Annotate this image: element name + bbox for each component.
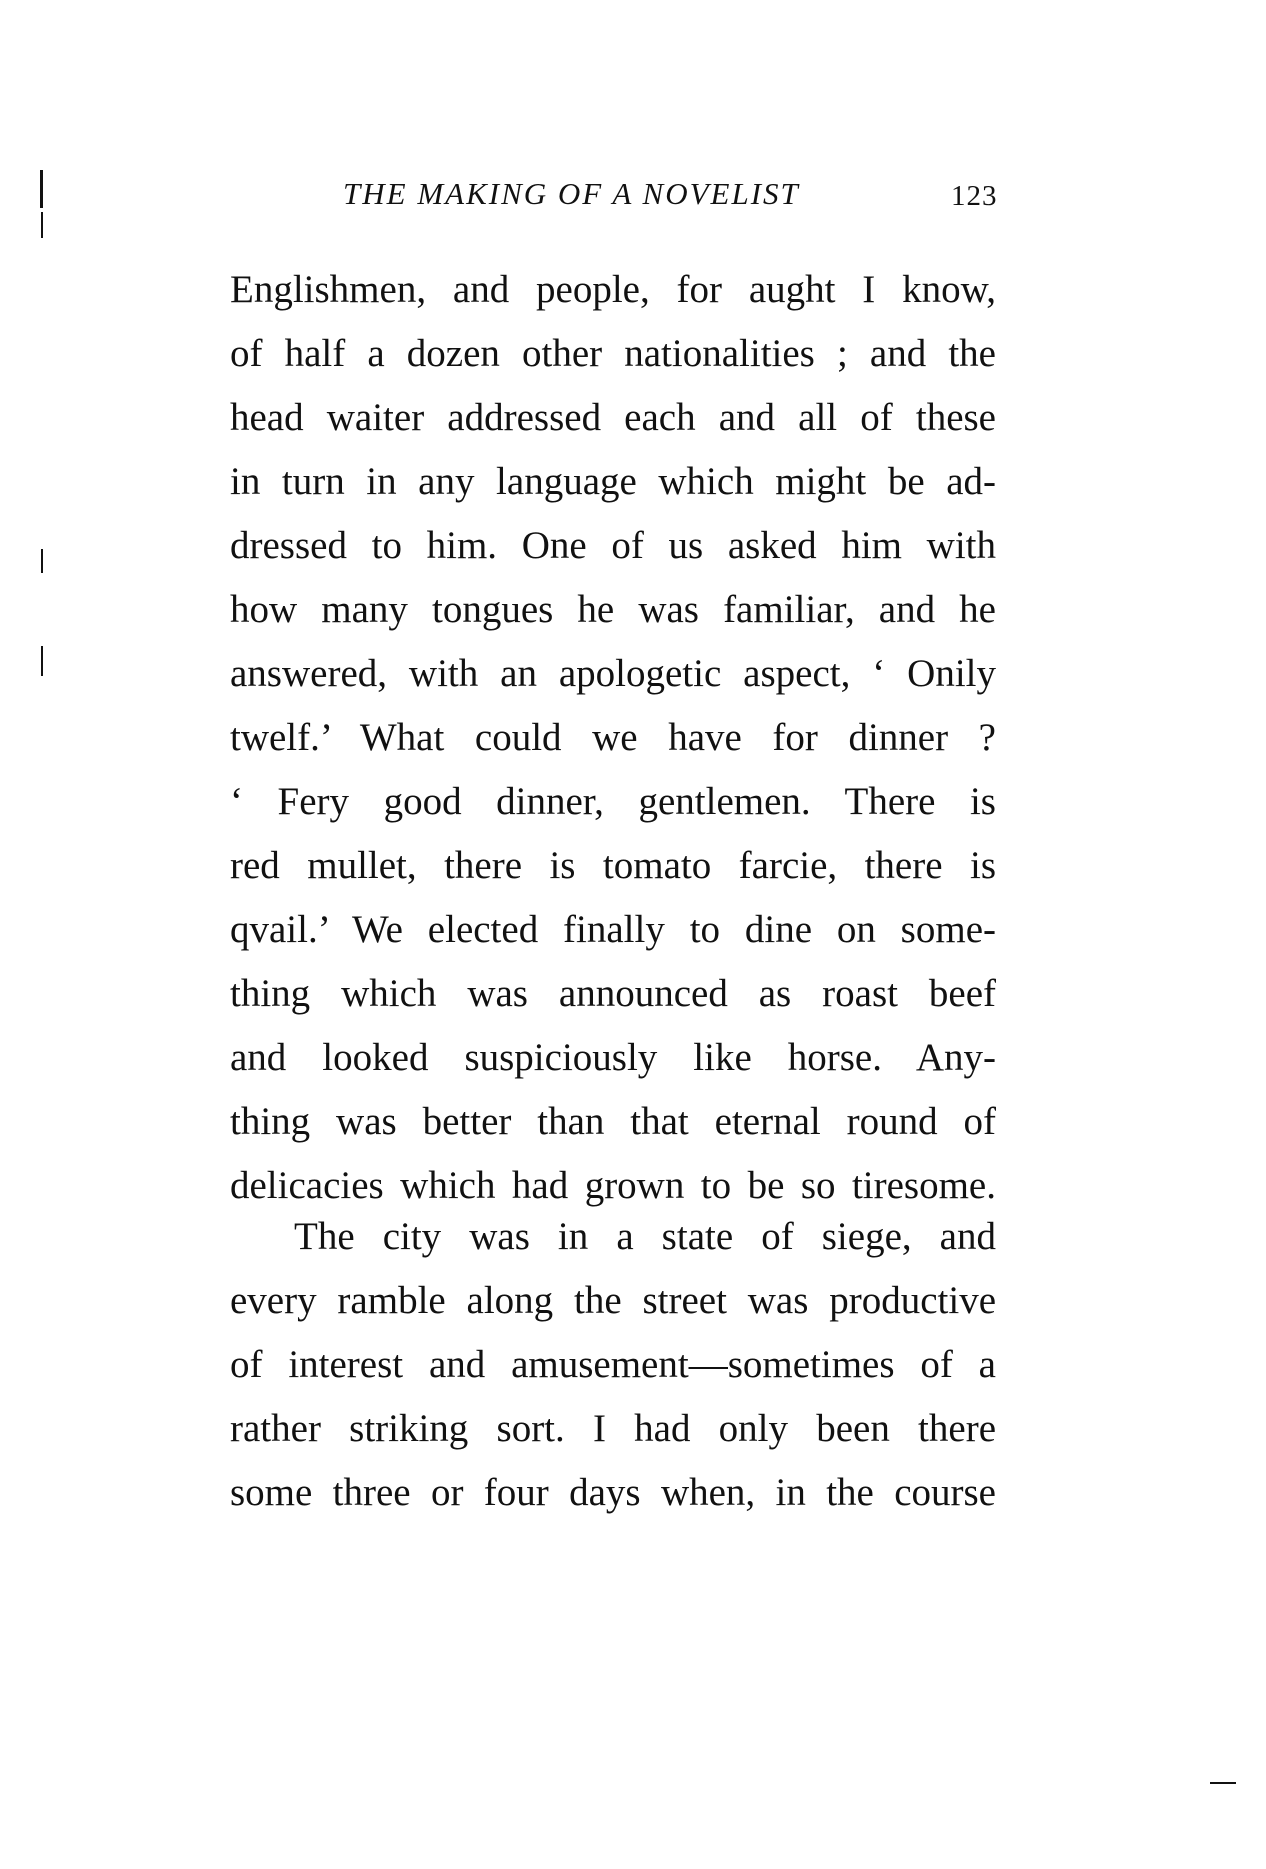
paragraph — [230, 258, 996, 1218]
text-line: answered, with an apologetic aspect, ‘ Onily — [230, 652, 996, 695]
margin-dash — [1210, 1782, 1236, 1784]
margin-mark — [41, 549, 43, 573]
paragraph — [230, 1205, 996, 1525]
running-title: THE MAKING OF A NOVELIST — [343, 176, 800, 211]
text-line: how many tongues he was familiar, and he — [230, 588, 996, 631]
text-line: of half a dozen other nationalities ; and the — [230, 332, 996, 375]
text-line: head waiter addressed each and all of these — [230, 396, 996, 439]
text-line: rather striking sort. I had only been there — [230, 1407, 996, 1450]
text-line: red mullet, there is tomato farcie, there is — [230, 844, 996, 887]
text-line: delicacies which had grown to be so tiresome. — [230, 1164, 996, 1207]
text-line: in turn in any language which might be ad- — [230, 460, 996, 503]
margin-mark — [41, 646, 43, 676]
margin-mark — [41, 212, 43, 238]
text-line: every ramble along the street was productive — [230, 1279, 996, 1322]
text-line: The city was in a state of siege, and — [294, 1215, 996, 1258]
margin-mark — [40, 170, 43, 208]
text-line: and looked suspiciously like horse. Any- — [230, 1036, 996, 1079]
text-line: some three or four days when, in the course — [230, 1471, 996, 1514]
page-number: 123 — [951, 180, 998, 212]
text-line: ‘ Fery good dinner, gentlemen. There is — [230, 780, 996, 823]
text-line: dressed to him. One of us asked him with — [230, 524, 996, 567]
text-line: thing which was announced as roast beef — [230, 972, 996, 1015]
text-line: thing was better than that eternal round of — [230, 1100, 996, 1143]
text-line: twelf.’ What could we have for dinner ? — [230, 716, 996, 759]
text-line: qvail.’ We elected finally to dine on some- — [230, 908, 996, 951]
text-line: Englishmen, and people, for aught I know, — [230, 268, 996, 311]
text-line: of interest and amusement—sometimes of a — [230, 1343, 996, 1386]
